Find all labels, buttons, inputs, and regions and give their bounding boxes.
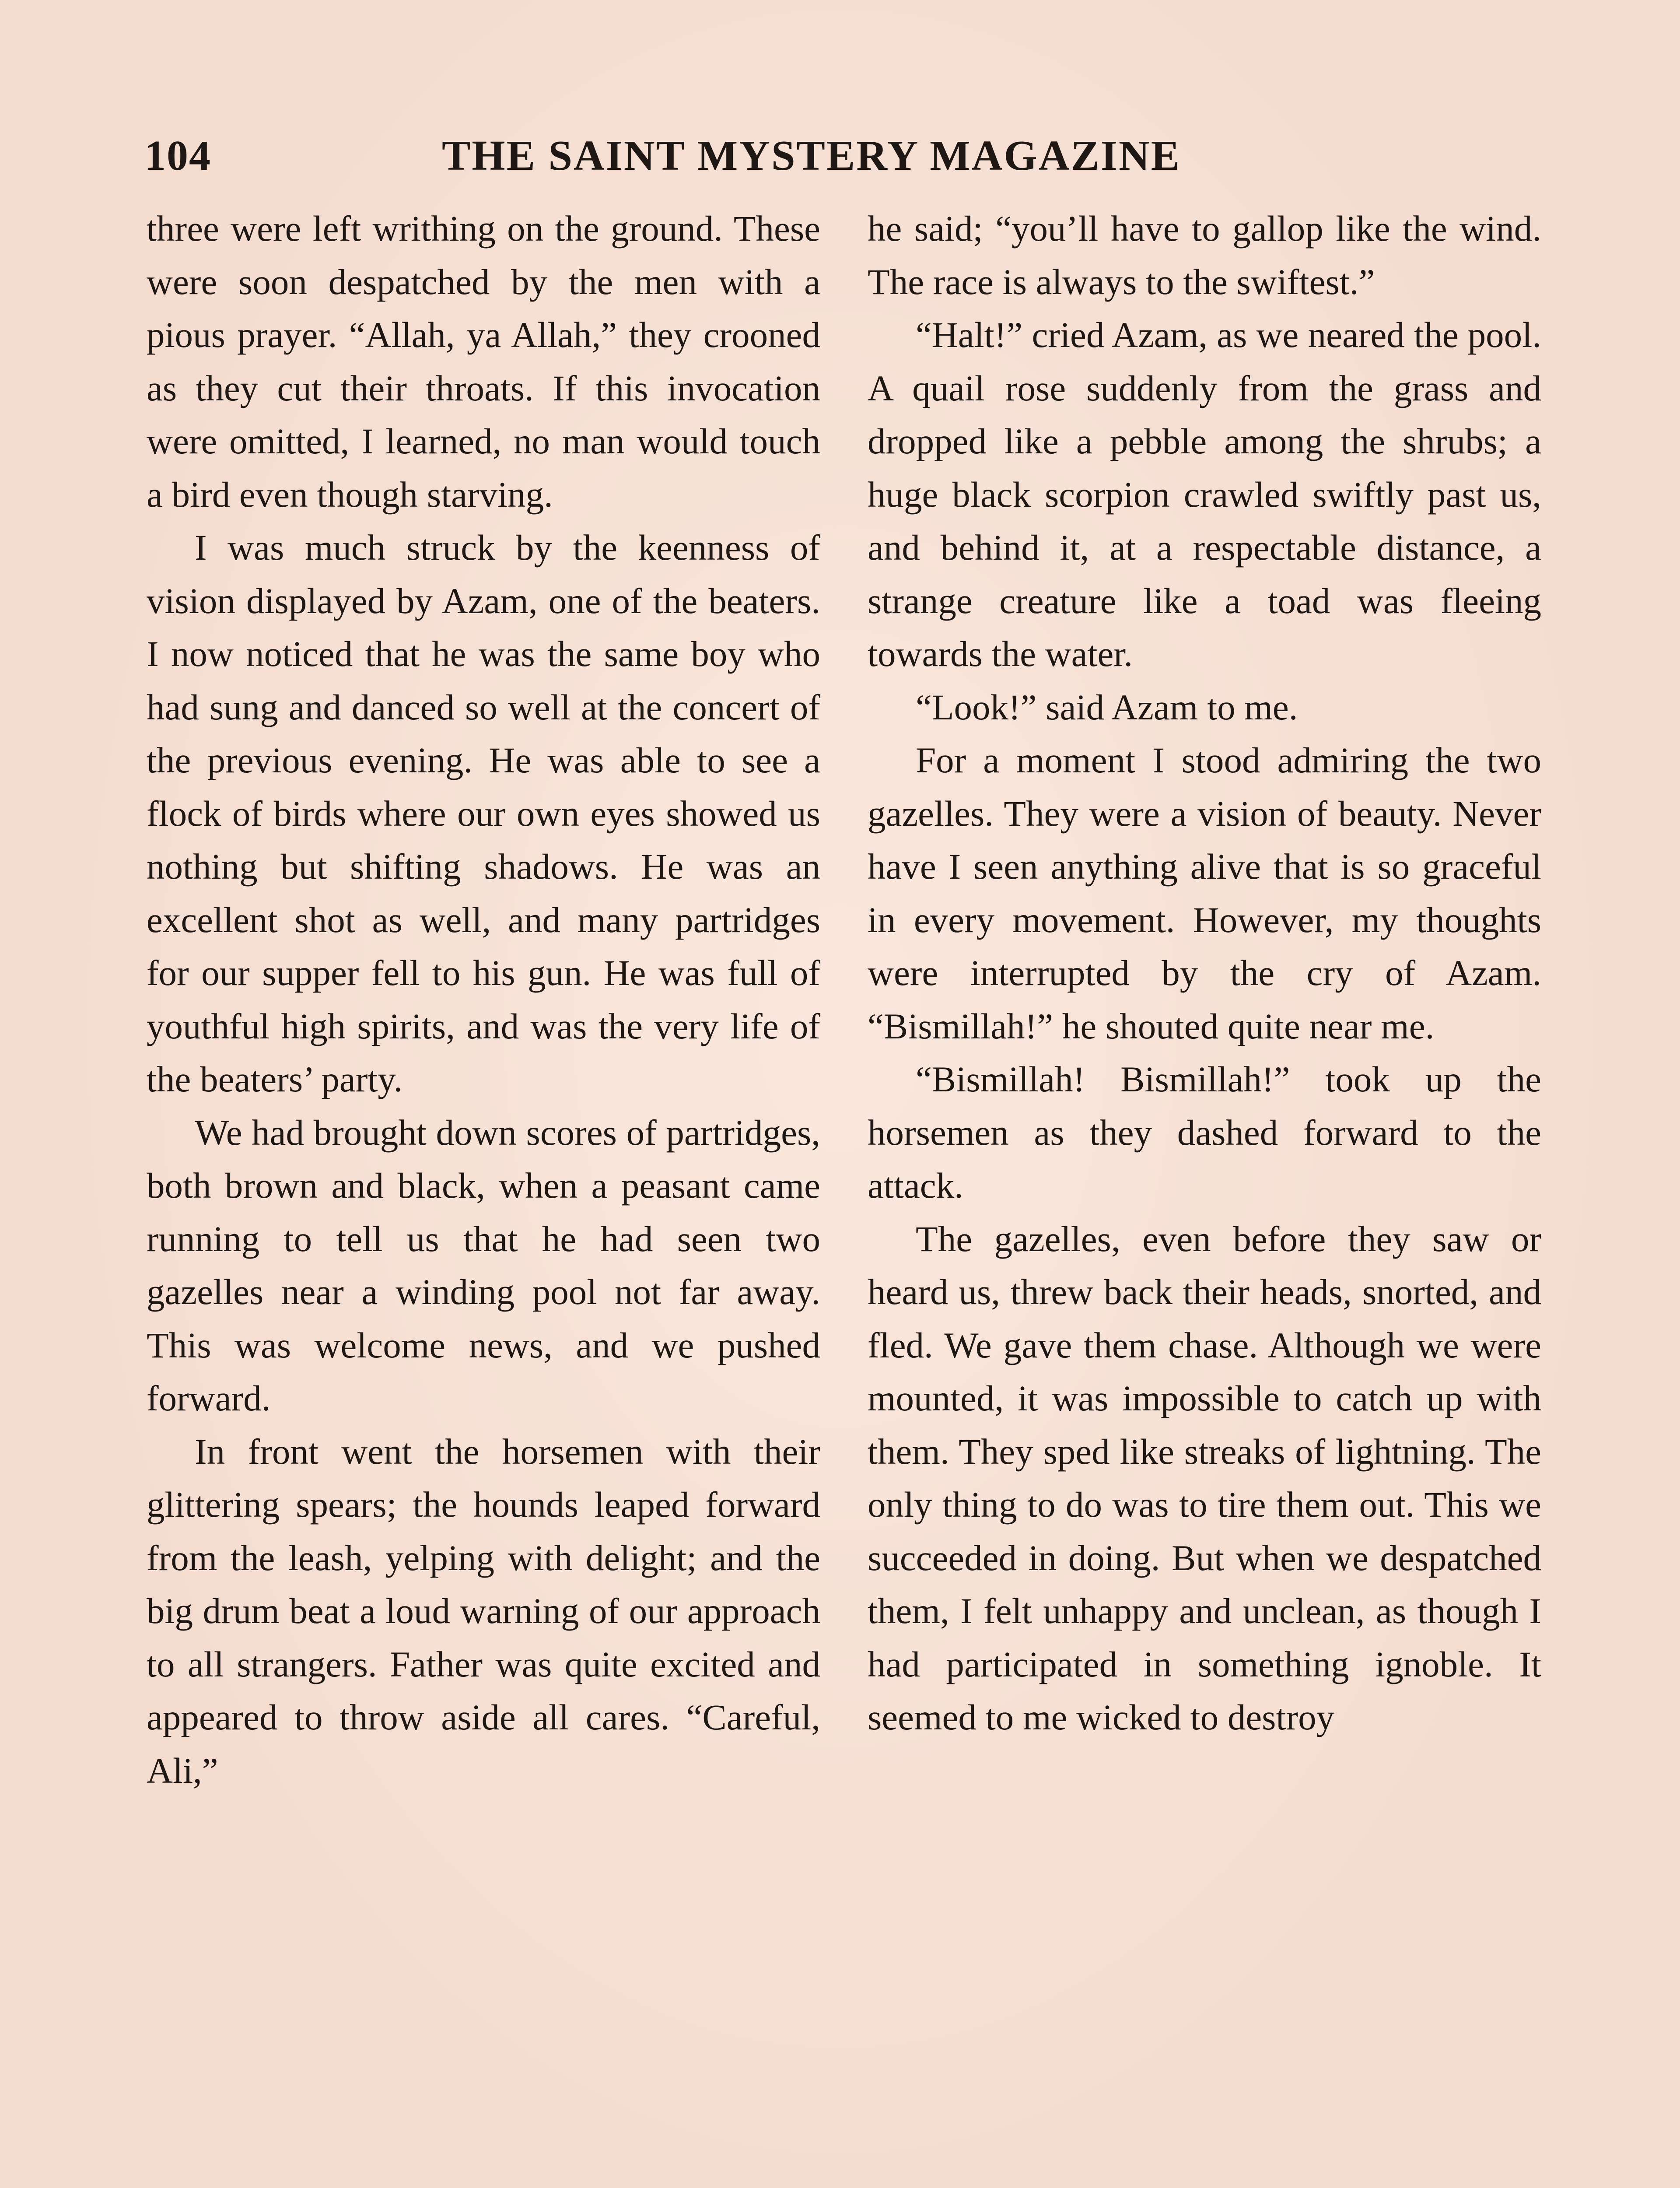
paragraph: In front went the horsemen with their glittering spears; the hounds leaped forward from the leash, yelping with delight; and the big drum beat a loud warning of our approach to all strangers. Father was quite excited and appeared to throw aside all cares. “Careful, Ali,”	[147, 1431, 820, 1791]
paragraph: three were left writhing on the ground. These were soon despatched by the men with a pious prayer. “Allah, ya Allah,” they crooned as they cut their throats. If this invocation were omitted, I learned, no man would touch a bird even though starving.	[147, 208, 820, 515]
running-title: THE SAINT MYSTERY MAGAZINE	[442, 132, 1181, 179]
left-column	[147, 202, 820, 1797]
paragraph: We had brought down scores of partridges, both brown and black, when a peasant came running to tell us that he had seen two gazelles near a winding pool not far away. This was welcome news, and we pushed forward.	[147, 1112, 820, 1418]
paragraph: For a moment I stood admiring the two gazelles. They were a vision of beauty. Never have I seen anything alive that is so graceful in every movement. However, my thoughts were interrupted by the cry of Azam. “Bismillah!” he shouted quite near me.	[868, 740, 1541, 1046]
paragraph: The gazelles, even before they saw or heard us, threw back their heads, snorted, and fled. We gave them chase. Although we were mounted, it was impossible to catch up with them. They sped like streaks of lightning. The only thing to do was to tire them out. This we succeeded in doing. But when we despatched them, I felt unhappy and unclean, as though I had participated in something ignoble. It seemed to me wicked to destroy	[868, 1218, 1541, 1737]
right-column	[868, 202, 1541, 1744]
page-number: 104	[144, 132, 211, 179]
paragraph: I was much struck by the keenness of vision displayed by Azam, one of the beaters. I now noticed that he was the same boy who had sung and danced so well at the concert of the previous evening. He was able to see a flock of birds where our own eyes showed us nothing but shifting shadows. He was an excellent shot as well, and many partridges for our supper fell to his gun. He was full of youthful high spirits, and was the very life of the beaters’ party.	[147, 527, 820, 1099]
paragraph: he said; “you’ll have to gallop like the wind. The race is always to the swiftest.”	[868, 208, 1541, 302]
paragraph: “Look!” said Azam to me.	[916, 687, 1298, 727]
paragraph: “Bismillah! Bismillah!” took up the horsemen as they dashed forward to the attack.	[868, 1059, 1541, 1206]
paragraph: “Halt!” cried Azam, as we neared the pool. A quail rose suddenly from the grass and dropped like a pebble among the shrubs; a huge black scorpion crawled swiftly past us, and behind it, at a respectable distance, a strange creature like a toad was fleeing towards the water.	[868, 315, 1541, 674]
page-header	[144, 131, 1238, 193]
